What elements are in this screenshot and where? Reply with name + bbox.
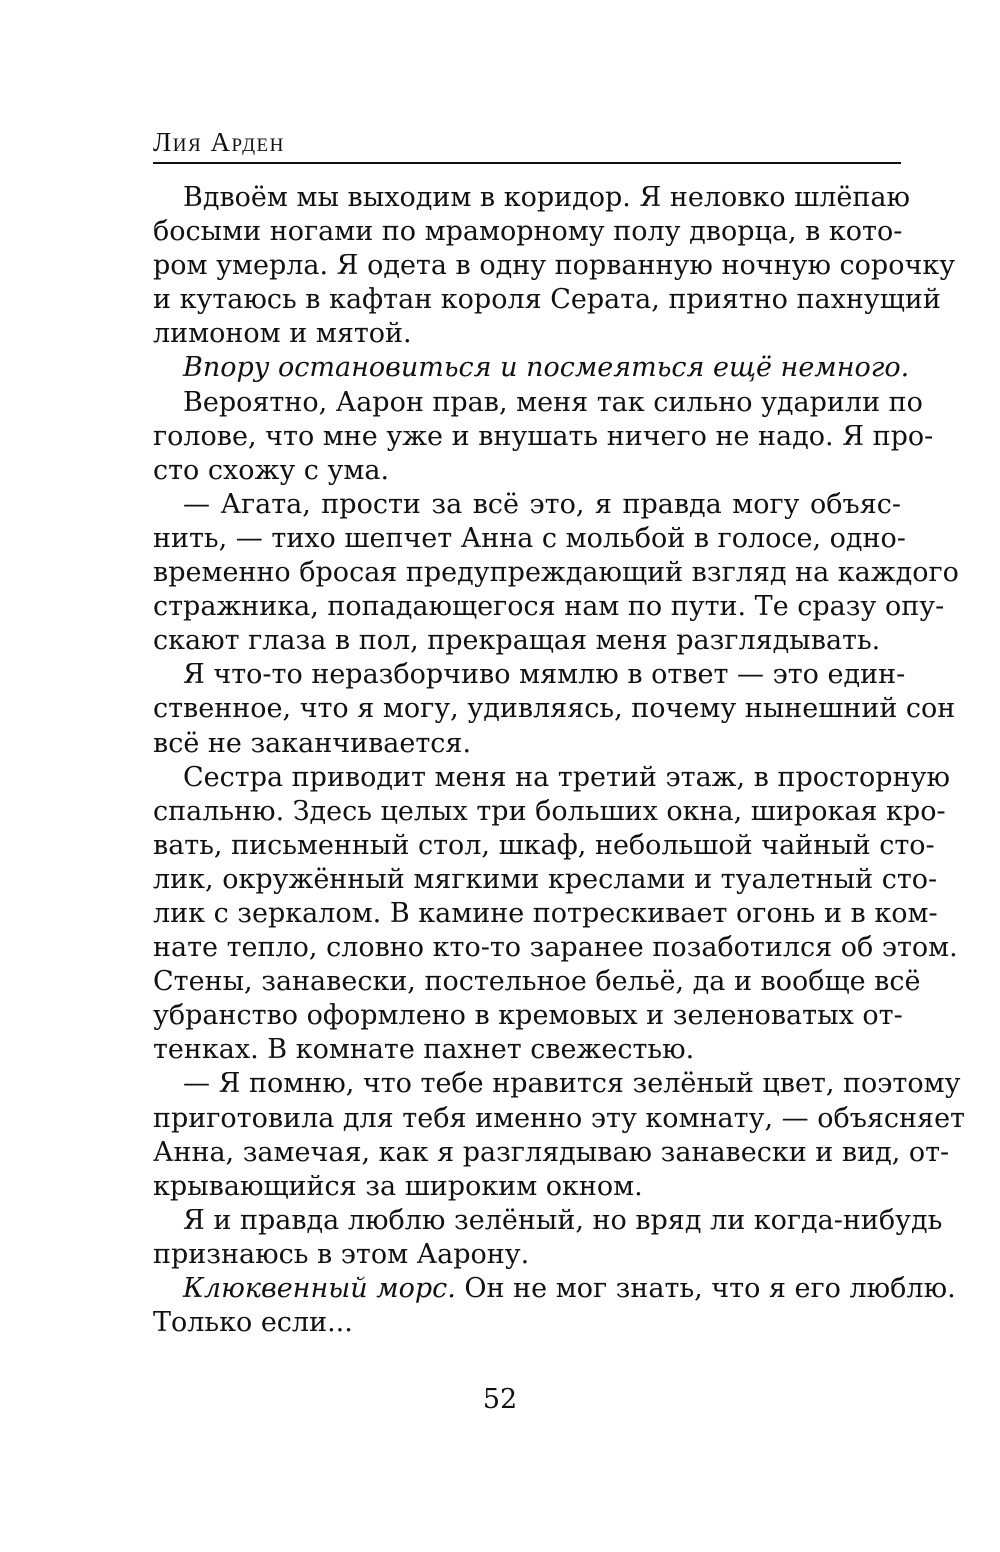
line-text: тенках. В комнате пахнет свежестью. <box>153 1034 695 1066</box>
line-text: ром умерла. Я одета в одну порванную ночную сорочку <box>153 250 956 282</box>
line-text: скают глаза в пол, прекращая меня разглядывать. <box>153 625 881 657</box>
body-text <box>153 181 965 1340</box>
page-number: 52 <box>482 1384 518 1415</box>
line-text: Впору остановиться и посмеяться ещё немного. <box>183 352 910 384</box>
text-line <box>153 215 901 249</box>
text-line <box>153 931 958 965</box>
text-line <box>153 1170 901 1204</box>
running-head-author: Лия Арден <box>153 127 285 157</box>
text-line <box>153 522 906 556</box>
text-line <box>153 1067 961 1101</box>
text-line <box>153 181 910 215</box>
italic-phrase: Клюквенный морс. <box>183 1273 456 1304</box>
text-line <box>153 590 945 624</box>
line-text: ственное, что я могу, удивляясь, почему нынешний сон <box>153 693 956 725</box>
line-text: Я что-то неразборчиво мямлю в ответ — это един- <box>183 659 906 691</box>
line-text: приготовила для тебя именно эту комнату, — объясняет <box>153 1102 965 1134</box>
text-line <box>153 795 946 829</box>
text-line <box>153 829 935 863</box>
line-text: сто схожу с ума. <box>153 454 390 486</box>
line-text: всё не заканчивается. <box>153 727 472 759</box>
line-text: Вероятно, Аарон прав, меня так сильно ударили по <box>183 386 923 418</box>
line-text: нить, — тихо шепчет Анна с мольбой в голосе, одно- <box>153 522 906 554</box>
line-text: босыми ногами по мраморному полу дворца, в кото- <box>153 216 903 248</box>
line-text: убранство оформлено в кремовых и зеленоватых от- <box>153 1000 903 1032</box>
text-line <box>153 727 901 761</box>
line-text: стражника, попадающегося нам по пути. Те сразу опу- <box>153 591 945 623</box>
line-text: лик, окружённый мягкими креслами и туалетный сто- <box>153 863 938 895</box>
text-line <box>153 897 938 931</box>
line-text: крывающийся за широким окном. <box>153 1170 643 1202</box>
text-line <box>153 454 901 488</box>
text-line <box>153 999 901 1033</box>
text-line <box>153 283 941 317</box>
text-line <box>153 761 950 795</box>
text-line <box>153 1238 901 1272</box>
line-text: спальню. Здесь целых три больших окна, широкая кро- <box>153 795 946 827</box>
text-line <box>153 1102 965 1136</box>
page-header <box>153 126 901 164</box>
text-line <box>153 1272 956 1306</box>
header-rule <box>153 162 901 164</box>
line-text: временно бросая предупреждающий взгляд на каждого <box>153 557 959 589</box>
text-line <box>153 249 956 283</box>
line-text: вать, письменный стол, шкаф, небольшой чайный сто- <box>153 829 935 861</box>
line-text: и кутаюсь в кафтан короля Серата, приятно пахнущий <box>153 284 941 316</box>
line-text: Только если... <box>153 1307 353 1339</box>
text-line <box>153 1306 901 1340</box>
text-line <box>153 1136 950 1170</box>
text-line <box>153 692 956 726</box>
line-text: Я и правда люблю зелёный, но вряд ли когда-нибудь <box>183 1204 943 1236</box>
line-text: Вдвоём мы выходим в коридор. Я неловко шлёпаю <box>183 182 910 213</box>
line-text: лик с зеркалом. В камине потрескивает огонь и в ком- <box>153 897 938 929</box>
text-line <box>153 386 923 420</box>
text-line <box>153 965 921 999</box>
text-line <box>153 1204 943 1238</box>
text-line <box>153 863 938 897</box>
line-text: — Я помню, что тебе нравится зелёный цвет, поэтому <box>183 1068 961 1100</box>
text-line <box>153 556 959 590</box>
line-text: лимоном и мятой. <box>153 318 412 350</box>
text-line <box>153 351 910 385</box>
line-text: признаюсь в этом Аарону. <box>153 1238 530 1270</box>
text-line <box>153 624 901 658</box>
text-line <box>153 420 934 454</box>
text-line <box>153 1033 901 1067</box>
line-text: Сестра приводит меня на третий этаж, в просторную <box>183 761 950 793</box>
line-text: — Агата, прости за всё это, я правда могу объяс- <box>183 488 901 520</box>
line-text: нате тепло, словно кто-то заранее позаботился об этом. <box>153 932 958 964</box>
line-text: голове, что мне уже и внушать ничего не надо. Я про- <box>153 420 934 452</box>
text-line <box>153 317 901 351</box>
line-text: Стены, занавески, постельное бельё, да и вообще всё <box>153 966 921 998</box>
text-line <box>153 658 906 692</box>
line-text: Он не мог знать, что я его люблю. <box>455 1273 956 1304</box>
text-line <box>153 488 901 522</box>
line-text: Анна, замечая, как я разглядываю занавески и вид, от- <box>153 1136 950 1168</box>
